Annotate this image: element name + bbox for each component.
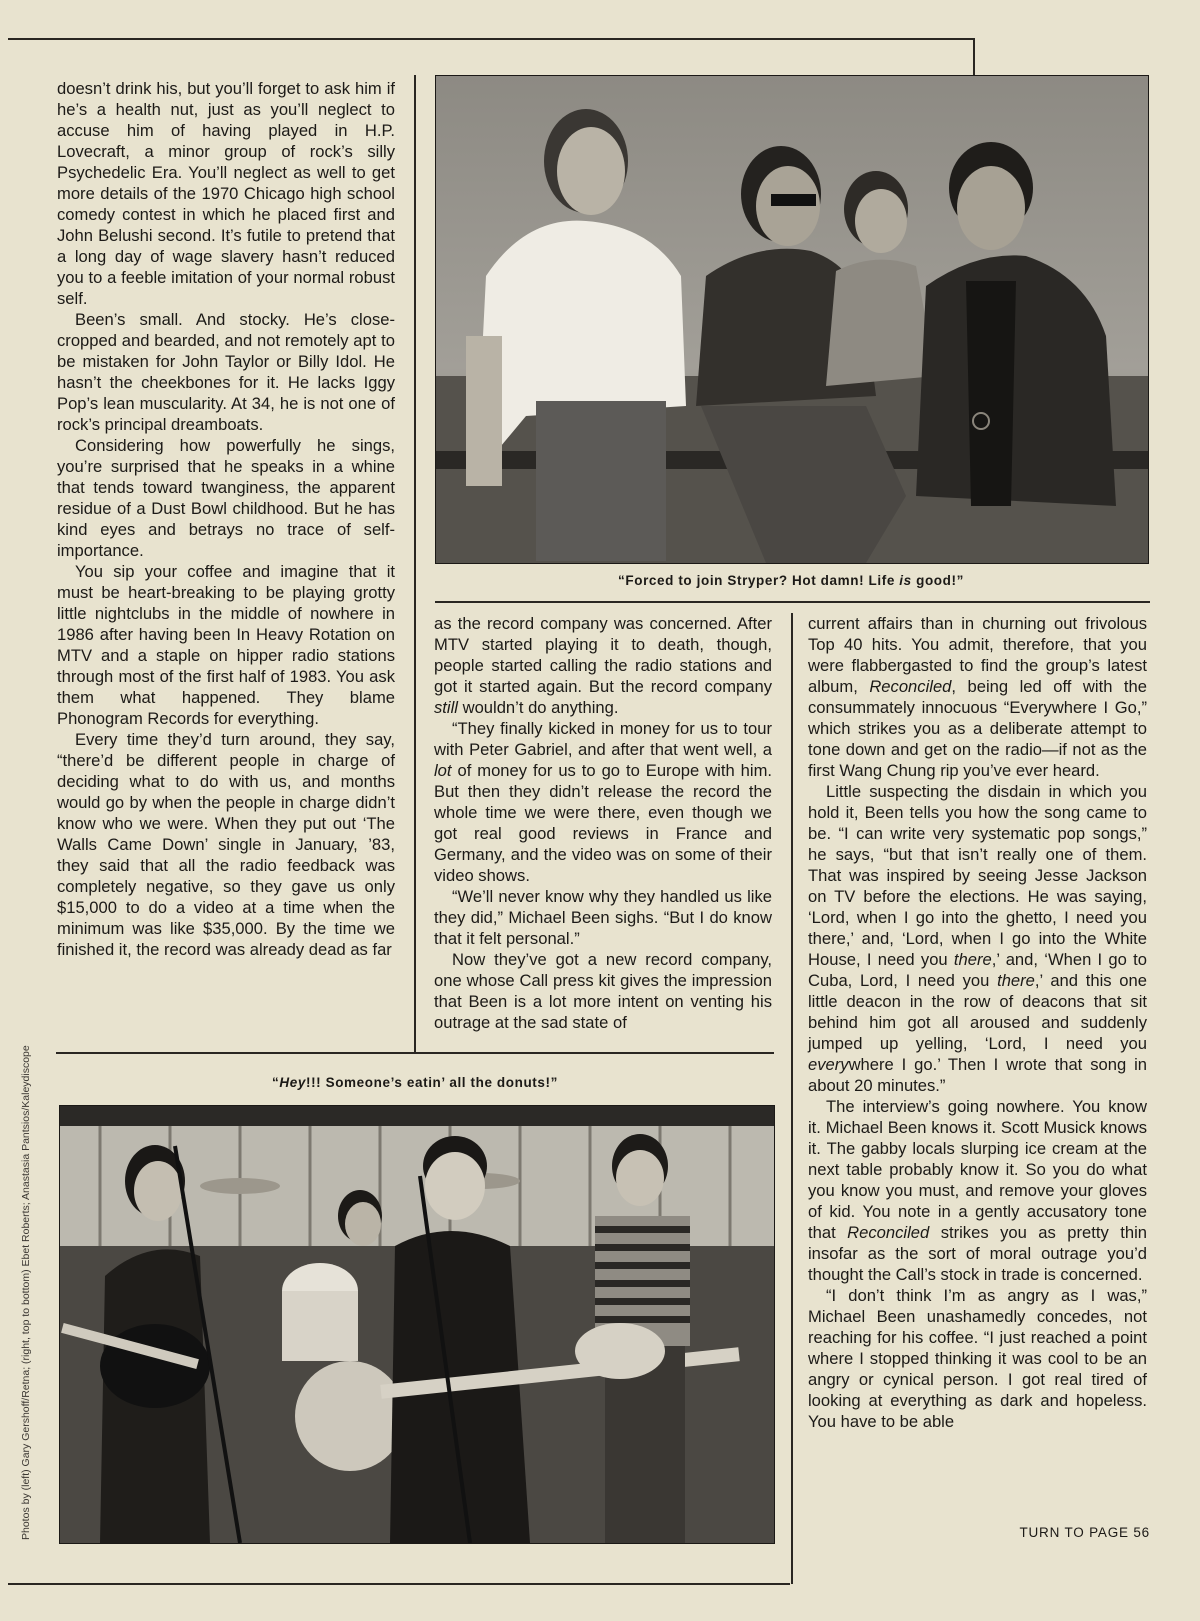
caption-rule-top xyxy=(435,601,1150,603)
bottom-rule xyxy=(8,1583,790,1585)
top-photo-caption: “Forced to join Stryper? Hot damn! Life is good!” xyxy=(618,573,964,588)
paragraph: The interview’s going nowhere. You know it. Michael Been knows it. Scott Musick knows it. The gabby locals slurping ice cream at the next table probably know it. So you do what you know you must, and remove your gloves of kid. You note in a gently accusatory tone that Reconciled strikes you as pretty thin insofar as the sort of moral outrage you’d thought the Call’s stock in trade is concerned. xyxy=(808,1097,1147,1284)
band-live-photo xyxy=(59,1105,775,1544)
article-column-3 xyxy=(808,613,1147,1432)
band-live-illustration xyxy=(60,1106,774,1543)
article-column-1 xyxy=(57,78,395,960)
paragraph: Every time they’d turn around, they say, “there’d be different people in charge of deciding what to do with us, and months would go by when the people in charge didn’t know who we were. When they put out ‘The Walls Came Down’ single in January, ’83, they said that all the radio feedback was completely negative, so they gave us only $15,000 to do a video at a time when the minimum was like $35,000. By the time we finished it, the record was already dead as far xyxy=(57,730,395,959)
band-portrait-photo xyxy=(435,75,1149,564)
paragraph: “I don’t think I’m as angry as I was,” Michael Been unashamedly concedes, not reaching for his coffee. “I just reached a point where I stopped thinking it was cool to be an angry or cynical person. I got real tired of looking at everything as dark and hopeless. You have to be able xyxy=(808,1286,1147,1431)
paragraph: You sip your coffee and imagine that it must be heart-breaking to be playing grotty little nightclubs in the middle of nowhere in 1986 after having been In Heavy Rotation on MTV and a staple on hipper radio stations through most of the first half of 1983. You ask them what happened. They blame Phonogram Records for everything. xyxy=(57,562,395,728)
paragraph: as the record company was concerned. After MTV started playing it to death, though, people started calling the radio stations and got it started again. But the record company still wouldn’t do anything. xyxy=(434,614,772,717)
continued-on-page: TURN TO PAGE 56 xyxy=(1019,1525,1150,1540)
paragraph: Been’s small. And stocky. He’s close-cropped and bearded, and not remotely apt to be mistaken for John Taylor or Billy Idol. He hasn’t the cheekbones for it. He lacks Iggy Pop’s lean muscularity. At 34, he is not one of rock’s principal dreamboats. xyxy=(57,310,395,434)
paragraph: “We’ll never know why they handled us like they did,” Michael Been sighs. “But I do know that it felt personal.” xyxy=(434,887,772,948)
paragraph: current affairs than in churning out frivolous Top 40 hits. You admit, therefore, that you were flabbergasted to find the group’s latest album, Reconciled, being led off with the consummately innocuous “Everywhere I Go,” which strikes you as a deliberate attempt to tone down and get on the radio—if not as the first Wang Chung rip you’ve ever heard. xyxy=(808,614,1147,780)
bottom-photo-caption: “Hey!!! Someone’s eatin’ all the donuts!” xyxy=(272,1075,558,1090)
paragraph: Little suspecting the disdain in which you hold it, Been tells you how the song came to be. “I can write very systematic pop songs,” he says, “but that isn’t really one of them. That was inspired by seeing Jesse Jackson on TV before the elections. He was saying, ‘Lord, when I go into the ghetto, I need you there,’ and, ‘Lord, when I go into the White House, I need you there,’ and, ‘When I go to Cuba, Lord, I need you there,’ and this one little deacon in the row of deacons that sit behind him got all aroused and suddenly jumped up yelling, ‘Lord, I need you everywhere I go.’ Then I wrote that song in about 20 minutes.” xyxy=(808,782,1147,1095)
band-portrait-illustration xyxy=(436,76,1148,563)
paragraph: “They finally kicked in money for us to tour with Peter Gabriel, and after that went well, a lot of money for us to go to Europe with him. But then they didn’t release the record the whole time we were there, even though we got real good reviews in France and Germany, and the video was on some of their video shows. xyxy=(434,719,772,885)
caption-rule-mid xyxy=(56,1052,774,1054)
article-column-2 xyxy=(434,613,772,1033)
paragraph: Now they’ve got a new record company, one whose Call press kit gives the impression that Been is a lot more intent on venting his outrage at the sad state of xyxy=(434,950,772,1032)
top-rule xyxy=(8,38,975,40)
paragraph: doesn’t drink his, but you’ll forget to ask him if he’s a health nut, just as you’ll neglect to accuse him of having played in H.P. Lovecraft, a minor group of rock’s silly Psychedelic Era. You’ll neglect as well to get more details of the 1970 Chicago high school comedy contest in which he placed first and John Belushi second. It’s futile to pretend that a long day of wage slavery hasn’t reduced you to a feeble imitation of your normal robust self. xyxy=(57,79,395,308)
photo-credit: Photos by (left) Gary Gershoff/Retna; (right, top to bottom) Ebet Roberts; Anastasia Pantsios/Kaleydiscope xyxy=(20,1045,32,1540)
column-divider-2 xyxy=(791,613,793,1584)
paragraph: Considering how powerfully he sings, you’re surprised that he speaks in a whine that tends toward twanginess, the apparent residue of a Dust Bowl childhood. But he has kind eyes and betrays no trace of self-importance. xyxy=(57,436,395,560)
column-divider-1 xyxy=(414,75,416,1052)
top-rule-tick xyxy=(973,38,975,76)
